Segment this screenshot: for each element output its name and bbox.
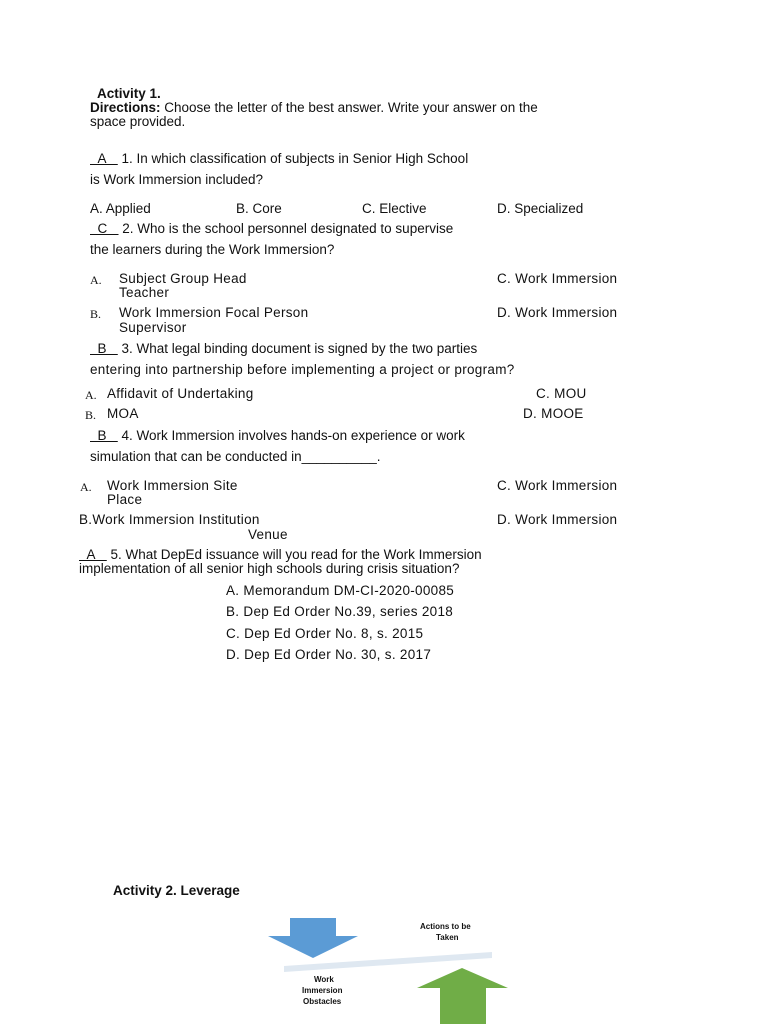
down-arrow-icon [268,918,358,958]
directions-text: Choose the letter of the best answer. Write your answer on the [160,100,538,115]
question5-line2: implementation of all senior high schools during crisis situation? [79,561,460,576]
answer-blank: B [90,428,118,443]
question2-choice-b-letter: B. [90,307,102,321]
question3-line1 [90,342,477,356]
question1-choice-b: B. Core [236,201,282,216]
obstacles-label-line2: Immersion [302,986,343,995]
question5-choice-a: A. Memorandum DM-CI-2020-00085 [226,583,455,598]
question1-choice-d: D. Specialized [497,201,584,216]
question2-line1 [90,222,453,236]
question1-answer [90,151,118,166]
question4-answer [90,428,118,443]
question5-choice-c: C. Dep Ed Order No. 8, s. 2015 [226,626,424,641]
leverage-diagram [0,884,768,1024]
question4-choice-a-line1: Work Immersion Site [107,478,238,493]
question2-choice-b-line2: Supervisor [119,320,187,335]
question3-choice-a: Affidavit of Undertaking [107,386,254,401]
question4-line2: simulation that can be conducted in__________. [90,449,381,464]
question4-text: 4. Work Immersion involves hands-on experience or work [117,428,465,443]
answer-blank: A [90,151,118,166]
question4-line1 [90,429,465,443]
actions-label-line1: Actions to be [420,922,471,931]
question4-choice-d: D. Work Immersion [497,512,618,527]
question4-choice-c: C. Work Immersion [497,478,618,493]
up-arrow-icon [417,968,508,1024]
question3-choice-b: MOA [107,406,139,421]
activity2-title: Activity 2. Leverage [113,883,240,898]
question4-choice-a-letter: A. [80,480,92,494]
answer-blank: A [79,547,107,562]
question2-choice-a-letter: A. [90,273,102,287]
question5-choice-b: B. Dep Ed Order No.39, series 2018 [226,604,454,619]
question2-choice-b-line1: Work Immersion Focal Person [119,305,309,320]
question2-line2: the learners during the Work Immersion? [90,242,335,257]
question3-text: 3. What legal binding document is signed by the two parties [117,341,478,356]
question3-choice-d: D. MOOE [523,406,584,421]
question2-answer [90,221,119,236]
question2-choice-a-line2: Teacher [119,285,170,300]
question1-choice-a: A. Applied [90,201,151,216]
question2-choice-d: D. Work Immersion [497,305,618,320]
question1-choice-c: C. Elective [362,201,427,216]
answer-blank: B [90,341,118,356]
question5-text: 5. What DepEd issuance will you read for the Work Immersion [106,547,482,562]
question4-choice-b-line2: Venue [248,527,288,542]
answer-blank: C [90,221,119,236]
question3-choice-a-letter: A. [85,388,97,402]
obstacles-label-line1: Work [314,975,334,984]
activity1-title: Activity 1. [97,86,161,101]
question3-choice-b-letter: B. [85,408,97,422]
question4-choice-b-line1: B.Work Immersion Institution [79,512,260,527]
question2-text: 2. Who is the school personnel designated to supervise [118,221,454,236]
question1-line1 [90,152,468,166]
question5-choice-d: D. Dep Ed Order No. 30, s. 2017 [226,647,432,662]
question3-line2: entering into partnership before implementing a project or program? [90,362,515,377]
directions-line2: space provided. [90,114,186,129]
obstacles-label-line3: Obstacles [303,997,342,1006]
question5-answer [79,547,107,562]
question3-choice-c: C. MOU [536,386,587,401]
actions-label-line2: Taken [436,933,459,942]
question1-text: 1. In which classification of subjects in Senior High School [117,151,469,166]
question2-choice-c: C. Work Immersion [497,271,618,286]
directions-label: Directions: [90,100,161,115]
question3-answer [90,341,118,356]
question1-line2: is Work Immersion included? [90,172,264,187]
question4-choice-a-line2: Place [107,492,143,507]
question2-choice-a-line1: Subject Group Head [119,271,247,286]
